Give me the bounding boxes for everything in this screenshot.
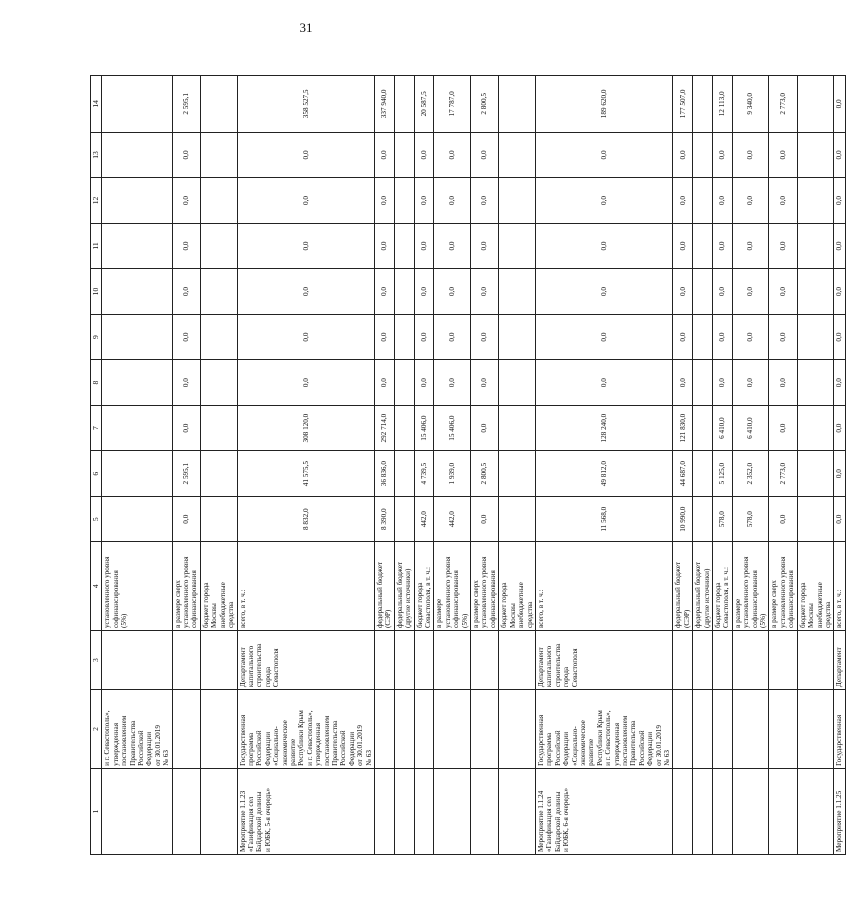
amount-cell (200, 223, 237, 269)
program-cell (797, 690, 834, 769)
table-row (172, 76, 200, 855)
amount-cell: 578,0 (713, 496, 733, 542)
amount-cell: 0,0 (713, 178, 733, 224)
amount-cell: 0,0 (673, 132, 693, 178)
program-cell (673, 690, 693, 769)
amount-cell: 1 939,0 (434, 451, 471, 497)
amount-cell: 0,0 (673, 178, 693, 224)
amount-cell: 8 832,0 (237, 496, 375, 542)
amount-cell (102, 451, 172, 497)
amount-cell (693, 269, 713, 315)
funding-source-cell: всего, в т. ч.: (237, 542, 375, 631)
amount-cell: 0,0 (535, 269, 673, 315)
table-row (471, 76, 499, 855)
amount-cell: 4 739,5 (414, 451, 434, 497)
amount-cell: 6 410,0 (713, 405, 733, 451)
amount-cell: 15 406,0 (414, 405, 434, 451)
amount-cell (102, 360, 172, 406)
amount-cell: 0,0 (471, 496, 499, 542)
program-cell (200, 690, 237, 769)
amount-cell: 0,0 (713, 269, 733, 315)
executor-cell (797, 631, 834, 690)
funding-source-cell: бюджет города Москвы внебюджетные средства (499, 542, 536, 631)
budget-table (90, 75, 846, 855)
amount-cell: 0,0 (535, 314, 673, 360)
column-number-12: 12 (91, 178, 102, 224)
amount-cell: 0,0 (834, 405, 845, 451)
amount-cell (394, 178, 414, 224)
amount-cell: 358 527,5 (237, 76, 375, 133)
table-row (797, 76, 834, 855)
amount-cell (693, 76, 713, 133)
measure-name-cell (200, 768, 237, 854)
program-cell: и г. Севастополь», утвержденная постановлением Правительства Российской Федерации от 30.01.2019 № 63 (102, 690, 172, 769)
amount-cell (200, 405, 237, 451)
amount-cell: 8 390,0 (375, 496, 395, 542)
amount-cell: 10 990,0 (673, 496, 693, 542)
amount-cell: 0,0 (375, 269, 395, 315)
amount-cell (797, 405, 834, 451)
amount-cell: 0,0 (237, 132, 375, 178)
amount-cell: 0,0 (834, 132, 845, 178)
column-number-8: 8 (91, 360, 102, 406)
amount-cell (102, 269, 172, 315)
amount-cell: 0,0 (375, 132, 395, 178)
program-cell (732, 690, 769, 769)
amount-cell: 308 120,0 (237, 405, 375, 451)
amount-cell: 0,0 (769, 223, 797, 269)
amount-cell: 0,0 (471, 360, 499, 406)
funding-source-cell: бюджет города Севастополя, в т. ч.: (414, 542, 434, 631)
amount-cell: 0,0 (434, 132, 471, 178)
amount-cell: 0,0 (769, 496, 797, 542)
amount-cell (200, 178, 237, 224)
amount-cell: 0,0 (535, 132, 673, 178)
amount-cell: 0,0 (414, 314, 434, 360)
amount-cell (102, 76, 172, 133)
amount-cell (394, 269, 414, 315)
amount-cell: 5 125,0 (713, 451, 733, 497)
amount-cell: 2 800,5 (471, 451, 499, 497)
program-cell (375, 690, 395, 769)
table-row (434, 76, 471, 855)
table-row (237, 76, 375, 855)
measure-name-cell (414, 768, 434, 854)
executor-cell (499, 631, 536, 690)
table-row (394, 76, 414, 855)
amount-cell: 0,0 (414, 269, 434, 315)
amount-cell: 177 507,0 (673, 76, 693, 133)
amount-cell (200, 76, 237, 133)
amount-cell: 20 587,5 (414, 76, 434, 133)
amount-cell (394, 360, 414, 406)
amount-cell: 0,0 (769, 178, 797, 224)
amount-cell: 9 340,0 (732, 76, 769, 133)
amount-cell (693, 496, 713, 542)
amount-cell: 0,0 (434, 223, 471, 269)
amount-cell: 0,0 (834, 451, 845, 497)
executor-cell: Департамент капитального строительства города Севастополя (237, 631, 375, 690)
funding-source-cell: установленного уровня софинансирования (5%) (102, 542, 172, 631)
table-row (200, 76, 237, 855)
column-number-3: 3 (91, 631, 102, 690)
amount-cell (499, 314, 536, 360)
amount-cell: 0,0 (713, 223, 733, 269)
amount-cell (394, 223, 414, 269)
amount-cell: 0,0 (471, 178, 499, 224)
amount-cell (499, 269, 536, 315)
funding-source-cell: всего, в т. ч.: (535, 542, 673, 631)
amount-cell: 128 240,0 (535, 405, 673, 451)
amount-cell: 0,0 (673, 314, 693, 360)
executor-cell (673, 631, 693, 690)
amount-cell: 0,0 (769, 360, 797, 406)
amount-cell: 2 800,5 (471, 76, 499, 133)
amount-cell: 442,0 (414, 496, 434, 542)
amount-cell: 0,0 (732, 178, 769, 224)
page-number: 31 (299, 20, 313, 35)
funding-source-cell: в размере сверх установленного уровня софинансирования (471, 542, 499, 631)
amount-cell: 0,0 (375, 314, 395, 360)
amount-cell (499, 496, 536, 542)
amount-cell: 0,0 (732, 314, 769, 360)
amount-cell (499, 360, 536, 406)
amount-cell: 0,0 (434, 269, 471, 315)
executor-cell (394, 631, 414, 690)
amount-cell: 2 773,0 (769, 76, 797, 133)
amount-cell: 337 940,0 (375, 76, 395, 133)
column-number-13: 13 (91, 132, 102, 178)
amount-cell: 0,0 (414, 223, 434, 269)
amount-cell: 17 787,0 (434, 76, 471, 133)
executor-cell (172, 631, 200, 690)
executor-cell (471, 631, 499, 690)
measure-name-cell: Мероприятие 1.1.24 «Газификация сел Байдарской долины и ЮБК, 6-я очередь» (535, 768, 673, 854)
amount-cell: 0,0 (471, 223, 499, 269)
amount-cell: 0,0 (172, 132, 200, 178)
amount-cell (797, 269, 834, 315)
amount-cell: 0,0 (172, 314, 200, 360)
amount-cell: 0,0 (237, 269, 375, 315)
column-number-1: 1 (91, 768, 102, 854)
amount-cell: 0,0 (769, 314, 797, 360)
amount-cell: 0,0 (172, 269, 200, 315)
funding-source-cell: федеральный бюджет (СЭР) (375, 542, 395, 631)
measure-name-cell (172, 768, 200, 854)
amount-cell: 0,0 (834, 76, 845, 133)
table-row (834, 76, 845, 855)
amount-cell (499, 178, 536, 224)
amount-cell: 0,0 (535, 360, 673, 406)
amount-cell: 0,0 (172, 405, 200, 451)
funding-source-cell: бюджет города Москвы внебюджетные средства (797, 542, 834, 631)
program-cell (172, 690, 200, 769)
amount-cell: 6 410,0 (732, 405, 769, 451)
amount-cell: 49 812,0 (535, 451, 673, 497)
amount-cell: 0,0 (673, 223, 693, 269)
amount-cell: 0,0 (471, 132, 499, 178)
amount-cell: 44 687,0 (673, 451, 693, 497)
amount-cell: 0,0 (535, 223, 673, 269)
amount-cell (499, 132, 536, 178)
program-cell (471, 690, 499, 769)
amount-cell (693, 132, 713, 178)
amount-cell (797, 314, 834, 360)
column-number-10: 10 (91, 269, 102, 315)
amount-cell: 0,0 (732, 269, 769, 315)
table-row (535, 76, 673, 855)
table-row (414, 76, 434, 855)
measure-name-cell (499, 768, 536, 854)
amount-cell (102, 223, 172, 269)
amount-cell (797, 178, 834, 224)
funding-source-cell: в размере установленного уровня софинансирования (5%) (732, 542, 769, 631)
amount-cell: 121 830,0 (673, 405, 693, 451)
amount-cell: 0,0 (237, 178, 375, 224)
funding-source-cell: в размере установленного уровня софинансирования (5%) (434, 542, 471, 631)
funding-source-cell: бюджет города Москвы внебюджетные средства (200, 542, 237, 631)
table-row (713, 76, 733, 855)
program-cell (434, 690, 471, 769)
amount-cell: 0,0 (172, 496, 200, 542)
program-cell: Государственная программа Российской Федерации «Социально- экономическое развитие Республики Крым и г. Севастополь», утвержденная постановлением Правительства Российской Федерации от 30.01.2019 № 63 (535, 690, 673, 769)
measure-name-cell (797, 768, 834, 854)
table-row (102, 76, 172, 855)
amount-cell: 0,0 (414, 360, 434, 406)
amount-cell: 11 568,0 (535, 496, 673, 542)
program-cell: Государственная (834, 690, 845, 769)
column-number-9: 9 (91, 314, 102, 360)
amount-cell: 0,0 (769, 405, 797, 451)
amount-cell: 292 714,0 (375, 405, 395, 451)
amount-cell (499, 223, 536, 269)
amount-cell: 0,0 (713, 360, 733, 406)
program-cell (713, 690, 733, 769)
amount-cell: 0,0 (834, 178, 845, 224)
column-number-11: 11 (91, 223, 102, 269)
funding-source-cell: федеральный бюджет (другие источники) (394, 542, 414, 631)
executor-cell (713, 631, 733, 690)
amount-cell: 0,0 (769, 269, 797, 315)
column-number-6: 6 (91, 451, 102, 497)
measure-name-cell (673, 768, 693, 854)
executor-cell (693, 631, 713, 690)
table-row (673, 76, 693, 855)
amount-cell: 0,0 (673, 360, 693, 406)
amount-cell: 0,0 (713, 132, 733, 178)
amount-cell: 0,0 (834, 314, 845, 360)
amount-cell: 2 773,0 (769, 451, 797, 497)
amount-cell: 0,0 (673, 269, 693, 315)
amount-cell (499, 76, 536, 133)
amount-cell (499, 405, 536, 451)
amount-cell (693, 451, 713, 497)
funding-source-cell: федеральный бюджет (другие источники) (693, 542, 713, 631)
column-number-5: 5 (91, 496, 102, 542)
amount-cell: 0,0 (471, 269, 499, 315)
amount-cell: 0,0 (471, 405, 499, 451)
amount-cell: 0,0 (237, 314, 375, 360)
column-number-2: 2 (91, 690, 102, 769)
table-row (693, 76, 713, 855)
amount-cell (693, 405, 713, 451)
executor-cell: Департамент (834, 631, 845, 690)
table-row (769, 76, 797, 855)
amount-cell: 0,0 (434, 178, 471, 224)
table-row (732, 76, 769, 855)
table-row (375, 76, 395, 855)
budget-table-rotated (90, 75, 844, 855)
amount-cell (797, 76, 834, 133)
amount-cell: 0,0 (434, 360, 471, 406)
amount-cell: 0,0 (237, 360, 375, 406)
column-number-4: 4 (91, 542, 102, 631)
amount-cell: 0,0 (375, 360, 395, 406)
measure-name-cell (732, 768, 769, 854)
amount-cell: 0,0 (732, 360, 769, 406)
amount-cell: 0,0 (414, 178, 434, 224)
amount-cell: 578,0 (732, 496, 769, 542)
amount-cell (693, 314, 713, 360)
measure-name-cell: Мероприятие 1.1.25 (834, 768, 845, 854)
amount-cell: 0,0 (732, 223, 769, 269)
amount-cell (102, 496, 172, 542)
column-number-14: 14 (91, 76, 102, 133)
amount-cell: 12 113,0 (713, 76, 733, 133)
measure-name-cell (713, 768, 733, 854)
executor-cell (769, 631, 797, 690)
executor-cell (732, 631, 769, 690)
program-cell (414, 690, 434, 769)
amount-cell: 0,0 (471, 314, 499, 360)
amount-cell: 41 575,5 (237, 451, 375, 497)
program-cell: Государственная программа Российской Федерации «Социально- экономическое развитие Республики Крым и г. Севастополь», утвержденная постановлением Правительства Российской Федерации от 30.01.2019 № 63 (237, 690, 375, 769)
funding-source-cell: всего, в т. ч.: (834, 542, 845, 631)
program-cell (499, 690, 536, 769)
amount-cell (797, 132, 834, 178)
amount-cell: 0,0 (834, 223, 845, 269)
amount-cell (394, 405, 414, 451)
amount-cell: 15 406,0 (434, 405, 471, 451)
amount-cell: 0,0 (834, 269, 845, 315)
amount-cell (693, 223, 713, 269)
amount-cell (797, 223, 834, 269)
executor-cell: Департамент капитального строительства города Севастополя (535, 631, 673, 690)
amount-cell (394, 314, 414, 360)
amount-cell: 0,0 (535, 178, 673, 224)
funding-source-cell: в размере сверх установленного уровня софинансирования (172, 542, 200, 631)
amount-cell: 0,0 (834, 496, 845, 542)
amount-cell (200, 314, 237, 360)
amount-cell (200, 360, 237, 406)
amount-cell (394, 132, 414, 178)
amount-cell: 2 595,1 (172, 76, 200, 133)
amount-cell: 442,0 (434, 496, 471, 542)
amount-cell: 0,0 (713, 314, 733, 360)
amount-cell (693, 360, 713, 406)
amount-cell: 189 620,0 (535, 76, 673, 133)
measure-name-cell (693, 768, 713, 854)
amount-cell (797, 496, 834, 542)
measure-name-cell (394, 768, 414, 854)
amount-cell: 0,0 (375, 223, 395, 269)
amount-cell: 0,0 (237, 223, 375, 269)
amount-cell (102, 132, 172, 178)
table-row (499, 76, 536, 855)
executor-cell (375, 631, 395, 690)
amount-cell: 0,0 (375, 178, 395, 224)
measure-name-cell (769, 768, 797, 854)
amount-cell: 0,0 (172, 178, 200, 224)
amount-cell (797, 451, 834, 497)
column-number-7: 7 (91, 405, 102, 451)
program-cell (769, 690, 797, 769)
amount-cell (394, 76, 414, 133)
executor-cell (102, 631, 172, 690)
executor-cell (200, 631, 237, 690)
amount-cell: 0,0 (172, 360, 200, 406)
program-cell (693, 690, 713, 769)
executor-cell (434, 631, 471, 690)
measure-name-cell (102, 768, 172, 854)
amount-cell (200, 451, 237, 497)
amount-cell: 0,0 (732, 132, 769, 178)
amount-cell (499, 451, 536, 497)
amount-cell (394, 451, 414, 497)
measure-name-cell: Мероприятие 1.1.23 «Газификация сел Байдарской долины и ЮБК, 5-я очередь» (237, 768, 375, 854)
amount-cell: 0,0 (434, 314, 471, 360)
amount-cell: 2 595,1 (172, 451, 200, 497)
amount-cell: 0,0 (834, 360, 845, 406)
amount-cell (200, 132, 237, 178)
amount-cell (394, 496, 414, 542)
measure-name-cell (375, 768, 395, 854)
funding-source-cell: федеральный бюджет (СЭР) (673, 542, 693, 631)
funding-source-cell: бюджет города Севастополя, в т. ч.: (713, 542, 733, 631)
amount-cell (797, 360, 834, 406)
funding-source-cell: в размере сверх установленного уровня софинансирования (769, 542, 797, 631)
program-cell (394, 690, 414, 769)
amount-cell (693, 178, 713, 224)
amount-cell (102, 314, 172, 360)
table-body (102, 76, 845, 855)
amount-cell (200, 269, 237, 315)
amount-cell: 2 352,0 (732, 451, 769, 497)
amount-cell (102, 405, 172, 451)
amount-cell (102, 178, 172, 224)
measure-name-cell (434, 768, 471, 854)
amount-cell: 0,0 (172, 223, 200, 269)
column-number-row (91, 76, 102, 855)
amount-cell: 0,0 (414, 132, 434, 178)
amount-cell (200, 496, 237, 542)
amount-cell: 0,0 (769, 132, 797, 178)
executor-cell (414, 631, 434, 690)
amount-cell: 36 836,0 (375, 451, 395, 497)
measure-name-cell (471, 768, 499, 854)
